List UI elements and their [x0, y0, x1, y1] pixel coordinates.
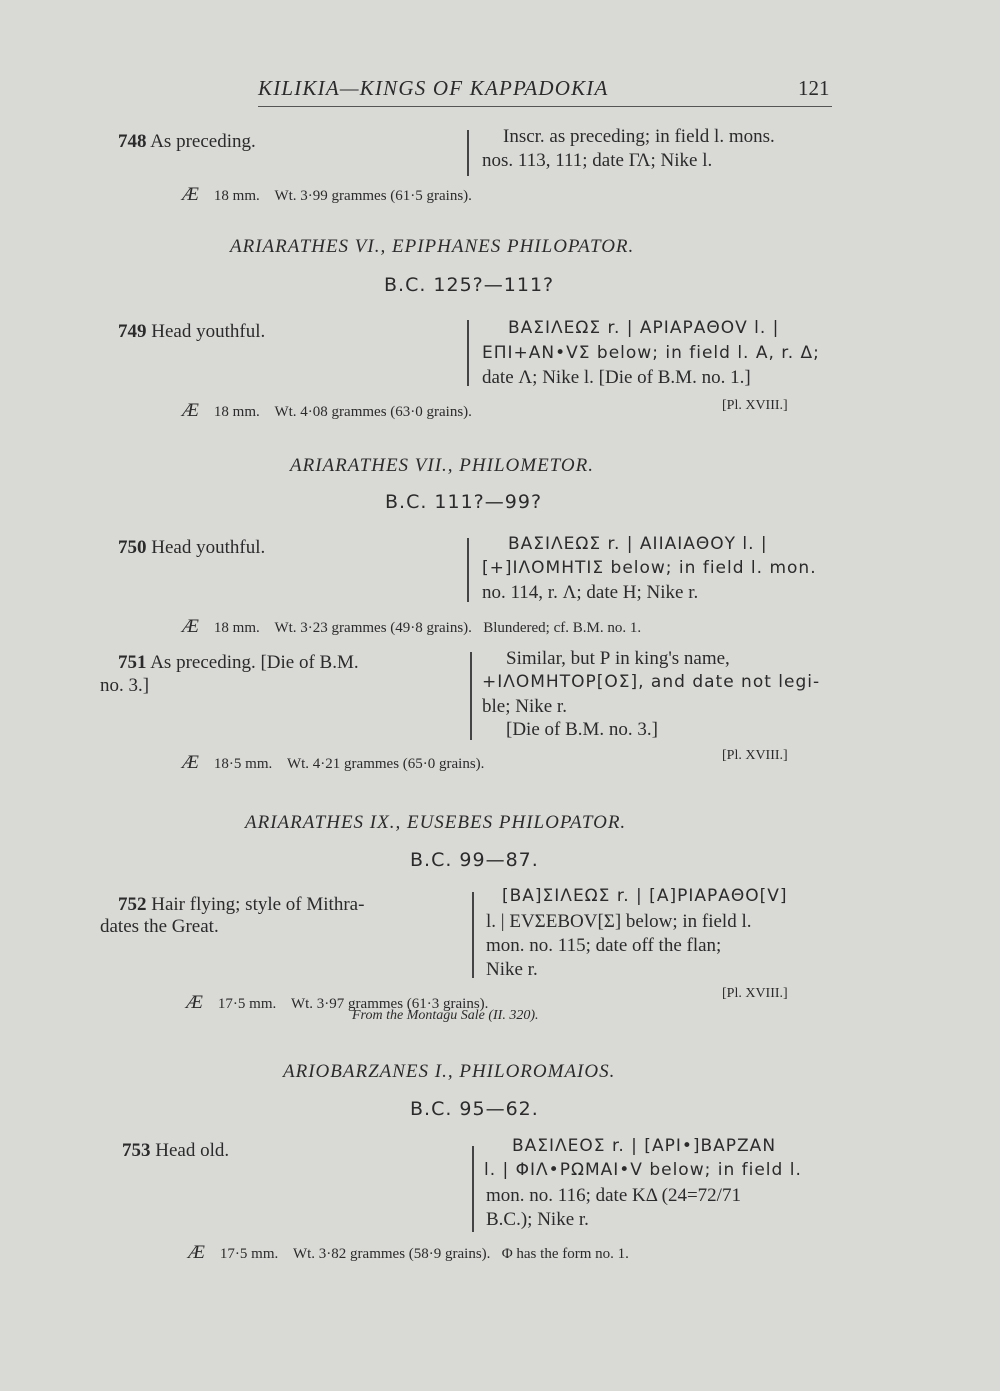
plate-reference: [Pl. XVIII.]: [722, 398, 788, 413]
obverse-text: As preceding. [Die of B.M.: [150, 652, 359, 673]
section-title-ariarathes-vi: ARIARATHES VI., EPIPHANES PHILOPATOR.: [230, 236, 635, 257]
entry-749-meta: [182, 400, 472, 422]
entry-752-reverse-line1: [ΒΑ]ΣΙΛΕΩΣ r. | [Α]ΡΙΑΡΑΘΟ[V]: [502, 886, 788, 906]
entry-750-meta: [182, 616, 641, 638]
page-number: 121: [798, 76, 830, 100]
section-date-ariarathes-ix: B.C. 99—87.: [410, 849, 539, 871]
weight: Wt. 3·82 grammes (58·9 grains).: [292, 1246, 491, 1262]
section-title-ariobarzanes-i: ARIOBARZANES I., PHILOROMAIOS.: [283, 1061, 616, 1082]
obverse-text: Head old.: [155, 1140, 230, 1161]
section-title-ariarathes-vii: ARIARATHES VII., PHILOMETOR.: [290, 455, 594, 476]
weight: Wt. 4·08 grammes (63·0 grains).: [274, 404, 472, 420]
column-divider: [472, 1146, 474, 1232]
column-divider: [470, 652, 472, 740]
entry-number: 753: [122, 1140, 151, 1161]
column-divider: [467, 130, 469, 176]
entry-748-meta: [182, 184, 472, 206]
entry-753-meta: [188, 1242, 629, 1264]
weight: Wt. 3·97 grammes (61·3 grains).: [290, 996, 489, 1012]
entry-751-reverse-line4: [Die of B.M. no. 3.]: [506, 719, 658, 740]
diameter: 18 mm.: [213, 620, 260, 636]
section-date-ariarathes-vi: B.C. 125?—111?: [384, 274, 555, 296]
entry-750-reverse-line3: no. 114, r. Λ; date Η; Nike r.: [482, 582, 699, 603]
entry-753-reverse-line2: l. | ΦΙΛ•ΡΩΜΑΙ•V below; in field l.: [484, 1160, 802, 1180]
entry-751-meta: [182, 752, 484, 774]
section-title-ariarathes-ix: ARIARATHES IX., EUSEBES PHILOPATOR.: [245, 812, 627, 833]
diameter: 18 mm.: [213, 188, 260, 204]
weight: Wt. 4·21 grammes (65·0 grains).: [286, 756, 485, 772]
entry-751-obverse-line1: [118, 651, 359, 674]
entry-749-obverse: [118, 320, 265, 343]
obverse-text: Hair flying; style of Mithra-: [151, 894, 365, 915]
column-divider: [472, 892, 474, 978]
entry-750-reverse-line2: [+]ΙΛΟΜΗΤΙΣ below; in field l. mon.: [482, 558, 817, 578]
plate-reference: [Pl. XVIII.]: [722, 986, 788, 1001]
diameter: 18 mm.: [213, 404, 260, 420]
entry-750-obverse: [118, 536, 265, 559]
header-rule: [258, 106, 832, 107]
metal-symbol: Æ: [188, 1242, 205, 1263]
column-divider: [467, 538, 469, 602]
provenance: From the Montagu Sale (II. 320).: [352, 1008, 539, 1023]
metal-symbol: Æ: [182, 752, 199, 773]
weight: Wt. 3·99 grammes (61·5 grains).: [274, 188, 472, 204]
diameter: 18·5 mm.: [213, 756, 273, 772]
entry-750-reverse-line1: ΒΑΣΙΛΕΩΣ r. | ΑΙΙΑΙΑΘΟΥ l. |: [508, 534, 768, 554]
entry-752-reverse-line3: mon. no. 115; date off the flan;: [486, 935, 722, 956]
entry-number: 752: [118, 894, 147, 915]
obverse-text: Head youthful.: [151, 321, 266, 342]
entry-751-obverse-line2: no. 3.]: [100, 675, 150, 696]
entry-number: 750: [118, 537, 147, 558]
column-divider: [467, 320, 469, 386]
running-head: KILIKIA—KINGS OF KAPPADOKIA: [258, 76, 609, 100]
entry-752-reverse-line2: l. | ΕVΣΕΒΟV[Σ] below; in field l.: [486, 911, 752, 932]
entry-749-reverse-line1: ΒΑΣΙΛΕΩΣ r. | ΑΡΙΑΡΑΘΟV l. |: [508, 318, 780, 338]
section-date-ariarathes-vii: B.C. 111?—99?: [385, 491, 543, 513]
entry-751-reverse-line3: ble; Nike r.: [482, 696, 567, 717]
plate-reference: [Pl. XVIII.]: [722, 748, 788, 763]
entry-753-reverse-line4: B.C.); Nike r.: [486, 1209, 589, 1230]
entry-753-obverse: [122, 1139, 229, 1162]
note: Blundered; cf. B.M. no. 1.: [483, 620, 642, 636]
entry-751-reverse-line1: Similar, but Ρ in king's name,: [506, 648, 730, 669]
diameter: 17·5 mm.: [219, 1246, 279, 1262]
section-date-ariobarzanes-i: B.C. 95—62.: [410, 1098, 539, 1120]
entry-752-obverse-line1: [118, 893, 364, 916]
note: Φ has the form no. 1.: [501, 1246, 629, 1262]
entry-752-reverse-line4: Nike r.: [486, 959, 538, 980]
diameter: 17·5 mm.: [217, 996, 277, 1012]
metal-symbol: Æ: [182, 184, 199, 205]
entry-753-reverse-line1: ΒΑΣΙΛΕΟΣ r. | [ΑΡΙ•]ΒΑΡΖΑΝ: [512, 1136, 777, 1156]
entry-753-reverse-line3: mon. no. 116; date ΚΔ (24=72/71: [486, 1185, 741, 1206]
entry-748-reverse-line1: Inscr. as preceding; in field l. mons.: [503, 126, 775, 147]
entry-748-reverse-line2: nos. 113, 111; date ΓΛ; Nike l.: [482, 150, 713, 171]
metal-symbol: Æ: [182, 400, 199, 421]
obverse-text: Head youthful.: [151, 537, 266, 558]
metal-symbol: Æ: [186, 992, 203, 1013]
entry-number: 751: [118, 652, 147, 673]
metal-symbol: Æ: [182, 616, 199, 637]
entry-number: 748: [118, 131, 147, 152]
entry-752-obverse-line2: dates the Great.: [100, 916, 219, 937]
entry-751-reverse-line2: +ΙΛΟΜΗΤΟΡ[ΟΣ], and date not legi-: [482, 672, 821, 692]
entry-number: 749: [118, 321, 147, 342]
entry-748-obverse: [118, 130, 256, 153]
entry-749-reverse-line3: date Λ; Nike l. [Die of B.M. no. 1.]: [482, 367, 751, 388]
weight: Wt. 3·23 grammes (49·8 grains).: [274, 620, 472, 636]
obverse-text: As preceding.: [150, 131, 256, 152]
entry-749-reverse-line2: ΕΠΙ+ΑΝ•VΣ below; in field l. Α, r. Δ;: [482, 343, 820, 363]
